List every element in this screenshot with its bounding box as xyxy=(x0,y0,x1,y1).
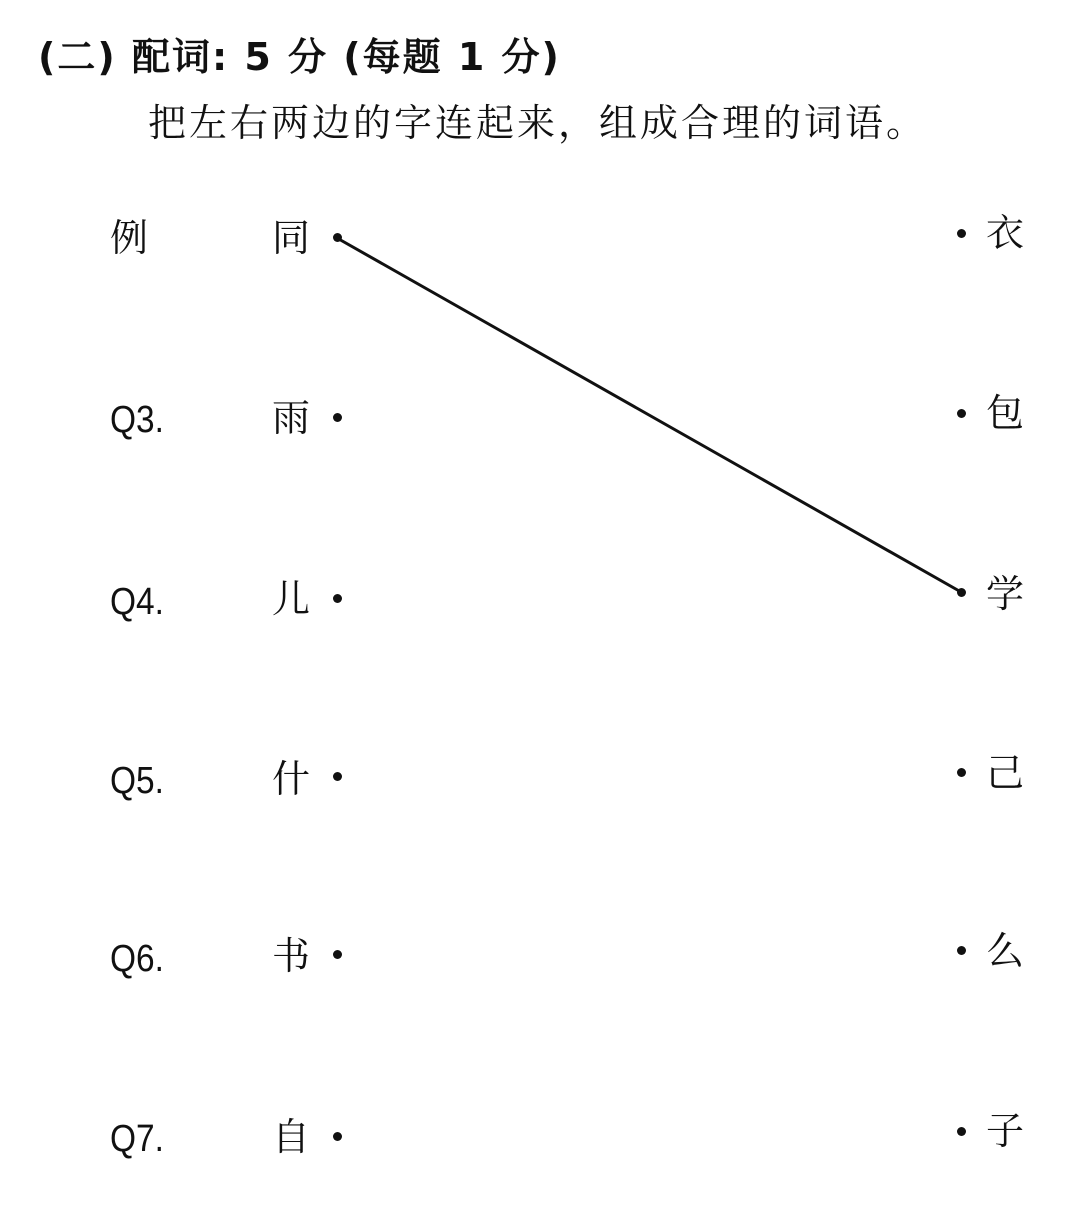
section-heading: (二) 配词: 5 分 (每题 1 分) xyxy=(38,35,561,79)
question-label-q6: Q6. xyxy=(110,938,164,980)
left-dot-q7[interactable] xyxy=(333,1132,342,1141)
right-dot-3[interactable] xyxy=(957,588,966,597)
right-char-3: 学 xyxy=(986,572,1025,616)
instruction-text: 把左右两边的字连起来，组成合理的词语。 xyxy=(148,101,928,145)
left-char-example: 同 xyxy=(272,216,311,260)
question-label-q7: Q7. xyxy=(110,1118,164,1160)
right-char-1: 衣 xyxy=(986,211,1025,255)
question-label-q5: Q5. xyxy=(110,760,164,802)
example-connection-line xyxy=(337,238,961,592)
right-char-2: 包 xyxy=(986,391,1025,435)
left-char-q5: 什 xyxy=(272,757,311,801)
right-char-4: 己 xyxy=(986,751,1025,795)
left-dot-q4[interactable] xyxy=(333,594,342,603)
right-dot-2[interactable] xyxy=(957,409,966,418)
left-char-q6: 书 xyxy=(272,934,311,978)
example-label: 例 xyxy=(110,216,149,260)
right-char-5: 么 xyxy=(986,929,1025,973)
left-dot-example[interactable] xyxy=(333,233,342,242)
question-label-q3: Q3. xyxy=(110,399,164,441)
left-char-q7: 自 xyxy=(272,1115,311,1159)
right-char-6: 子 xyxy=(986,1109,1025,1153)
right-dot-1[interactable] xyxy=(957,229,966,238)
left-dot-q6[interactable] xyxy=(333,950,342,959)
left-char-q4: 儿 xyxy=(272,577,311,621)
left-dot-q5[interactable] xyxy=(333,772,342,781)
right-dot-6[interactable] xyxy=(957,1127,966,1136)
right-dot-4[interactable] xyxy=(957,768,966,777)
left-char-q3: 雨 xyxy=(272,396,311,440)
left-dot-q3[interactable] xyxy=(333,413,342,422)
right-dot-5[interactable] xyxy=(957,946,966,955)
question-label-q4: Q4. xyxy=(110,581,164,623)
